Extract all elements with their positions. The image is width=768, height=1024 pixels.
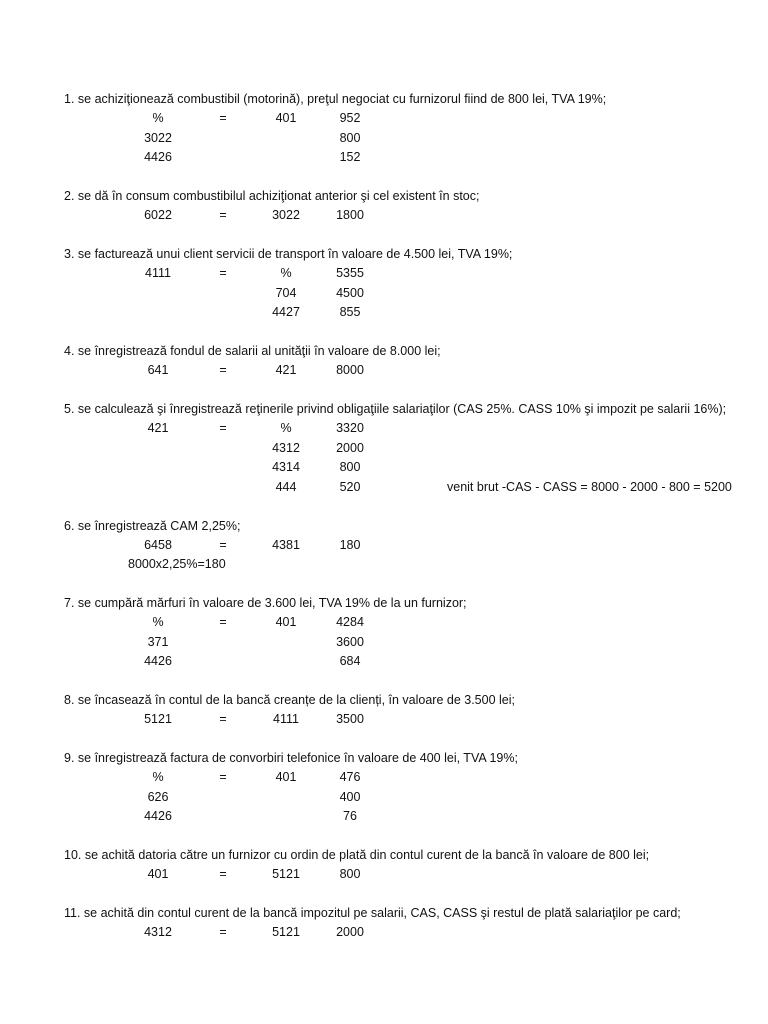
entry-10-credit-1: 5121: [272, 867, 300, 881]
entry-5-amount-4: 520: [339, 480, 361, 494]
entry-3-credit-2: 704: [275, 286, 297, 300]
entry-9-equals: =: [219, 770, 227, 784]
entry-11-heading: 11. se achită din contul curent de la bancă impozitul pe salarii, CAS, CASS şi restul de plată salariaţilor pe card;: [64, 906, 681, 920]
entry-11-debit-1: 4312: [144, 925, 172, 939]
entry-2-debit-1: 6022: [144, 208, 172, 222]
entry-4-debit-1: 641: [147, 363, 169, 377]
entry-7-equals: =: [219, 615, 227, 629]
entry-8-equals: =: [219, 712, 227, 726]
entry-9-credit-1: 401: [275, 770, 297, 784]
entry-10-amount-1: 800: [339, 867, 361, 881]
entry-9-debit-3: 4426: [144, 809, 172, 823]
entry-4-amount-1: 8000: [336, 363, 364, 377]
entry-10-equals: =: [219, 867, 227, 881]
entry-5-credit-2: 4312: [272, 441, 300, 455]
entry-5-amount-3: 800: [339, 460, 361, 474]
entry-6-heading: 6. se înregistrează CAM 2,25%;: [64, 519, 241, 533]
entry-4-credit-1: 421: [275, 363, 297, 377]
entry-5-debit-1: 421: [147, 421, 169, 435]
entry-2-heading: 2. se dă în consum combustibilul achiziţionat anterior şi cel existent în stoc;: [64, 189, 480, 203]
entry-3-amount-3: 855: [339, 305, 361, 319]
entry-6-equals: =: [219, 538, 227, 552]
entry-2-equals: =: [219, 208, 227, 222]
entry-9-amount-1: 476: [339, 770, 361, 784]
entry-1-amount-1: 952: [339, 111, 361, 125]
entry-1-debit-2: 3022: [144, 131, 172, 145]
entry-1-amount-2: 800: [339, 131, 361, 145]
entry-7-debit-2: 371: [147, 635, 169, 649]
entry-4-heading: 4. se înregistrează fondul de salarii al unităţii în valoare de 8.000 lei;: [64, 344, 441, 358]
entry-3-heading: 3. se facturează unui client servicii de transport în valoare de 4.500 lei, TVA 19%;: [64, 247, 513, 261]
entry-11-credit-1: 5121: [272, 925, 300, 939]
entry-8-debit-1: 5121: [144, 712, 172, 726]
entry-2-credit-1: 3022: [272, 208, 300, 222]
entry-7-debit-3: 4426: [144, 654, 172, 668]
entry-9-amount-2: 400: [339, 790, 361, 804]
entry-10-debit-1: 401: [147, 867, 169, 881]
entry-3-equals: =: [219, 266, 227, 280]
entry-9-debit-2: 626: [147, 790, 169, 804]
entry-7-amount-3: 684: [339, 654, 361, 668]
entry-1-equals: =: [219, 111, 227, 125]
entry-5-heading: 5. se calculează şi înregistrează reţinerile privind obligaţiile salariaţilor (CAS 25%. CASS 10% şi impozit pe salarii 16%);: [64, 402, 727, 416]
entry-9-heading: 9. se înregistrează factura de convorbiri telefonice în valoare de 400 lei, TVA 19%;: [64, 751, 518, 765]
entry-7-amount-1: 4284: [336, 615, 364, 629]
entry-9-amount-3: 76: [343, 809, 357, 823]
entry-3-amount-1: 5355: [336, 266, 364, 280]
entry-6-amount-1: 180: [339, 538, 361, 552]
entry-9-debit-1: %: [152, 770, 164, 784]
entry-11-amount-1: 2000: [336, 925, 364, 939]
entry-2-amount-1: 1800: [336, 208, 364, 222]
entry-4-equals: =: [219, 363, 227, 377]
entry-7-amount-2: 3600: [336, 635, 364, 649]
entry-7-credit-1: 401: [275, 615, 297, 629]
entry-1-heading: 1. se achiziţionează combustibil (motorină), preţul negociat cu furnizorul fiind de 800 lei, TVA 19%;: [64, 92, 607, 106]
entry-7-debit-1: %: [152, 615, 164, 629]
entry-3-amount-2: 4500: [336, 286, 364, 300]
entry-5-amount-2: 2000: [336, 441, 364, 455]
entry-6-debit-1: 6458: [144, 538, 172, 552]
entry-1-amount-3: 152: [339, 150, 361, 164]
entry-8-credit-1: 4111: [273, 712, 299, 726]
entry-3-credit-3: 4427: [272, 305, 300, 319]
entry-5-net-salary-note: venit brut -CAS - CASS = 8000 - 2000 - 800 = 5200: [447, 480, 732, 494]
entry-1-debit-1: %: [152, 111, 164, 125]
entry-5-credit-4: 444: [275, 480, 297, 494]
entry-8-amount-1: 3500: [336, 712, 364, 726]
entry-5-credit-3: 4314: [272, 460, 300, 474]
entry-5-equals: =: [219, 421, 227, 435]
entry-3-debit-1: 4111: [145, 266, 171, 280]
entry-6-credit-1: 4381: [272, 538, 300, 552]
entry-7-heading: 7. se cumpără mărfuri în valoare de 3.600 lei, TVA 19% de la un furnizor;: [64, 596, 467, 610]
entry-1-credit-1: 401: [275, 111, 297, 125]
entry-11-equals: =: [219, 925, 227, 939]
entry-8-heading: 8. se încasează în contul de la bancă creanțe de la clienți, în valoare de 3.500 lei;: [64, 693, 515, 707]
entry-1-debit-3: 4426: [144, 150, 172, 164]
entry-10-heading: 10. se achită datoria către un furnizor cu ordin de plată din contul curent de la bancă în valoare de 800 lei;: [64, 848, 650, 862]
entry-5-amount-1: 3320: [336, 421, 364, 435]
entry-3-credit-1: %: [280, 266, 292, 280]
entry-5-credit-1: %: [280, 421, 292, 435]
entry-6-calculation: 8000x2,25%=180: [128, 557, 226, 571]
